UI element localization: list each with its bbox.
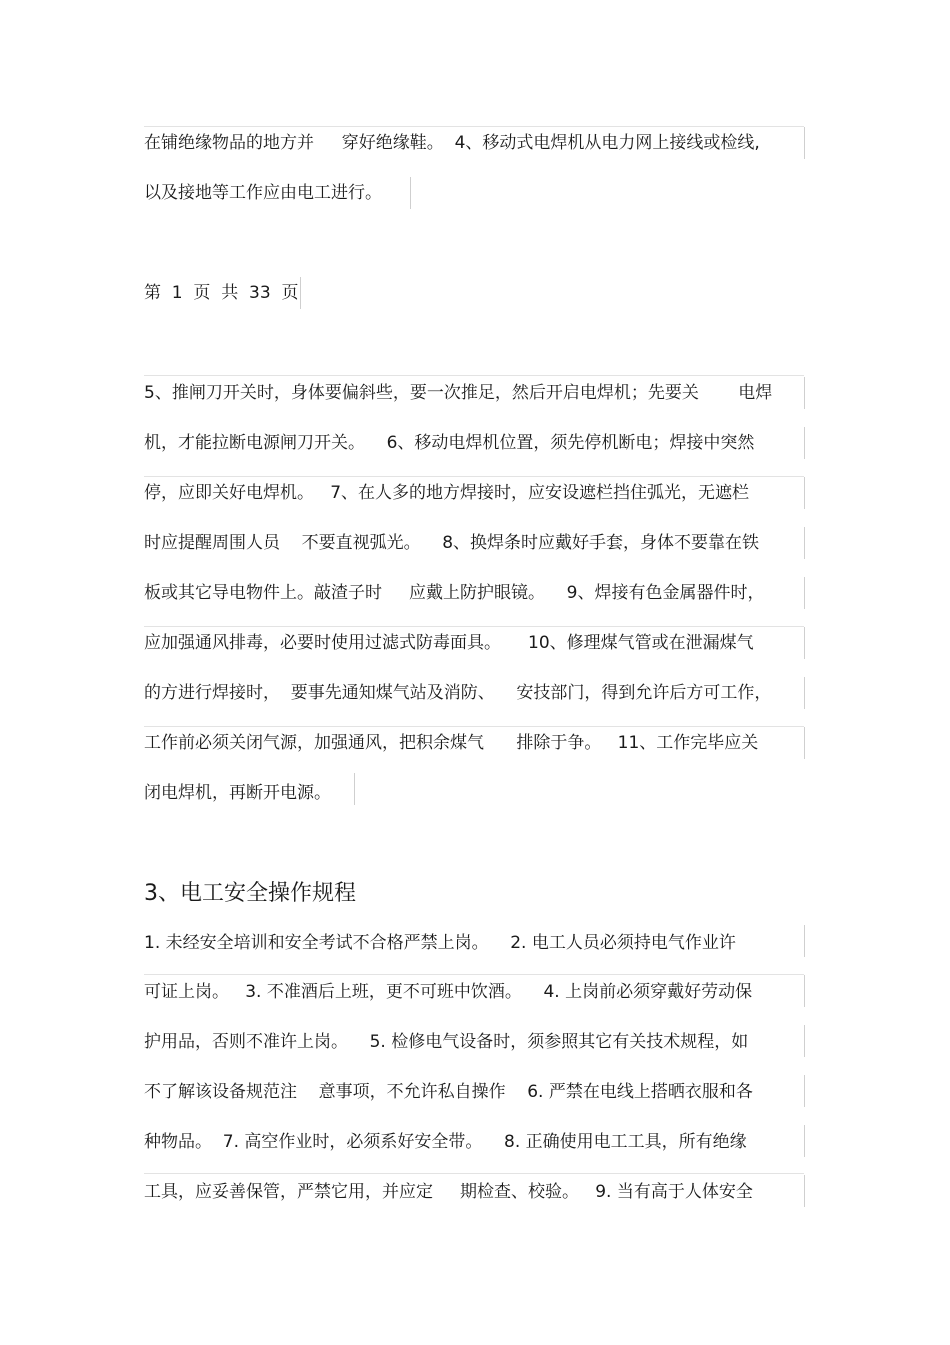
text-line: 在铺绝缘物品的地方并 穿好绝缘鞋。 4、移动式电焊机从电力网上接线或检线, <box>144 133 760 153</box>
text-line: 1. 未经安全培训和安全考试不合格严禁上岗。 2. 电工人员必须持电气作业许 <box>144 933 736 953</box>
line-rule <box>804 477 805 509</box>
text-line: 停，应即关好电焊机。 7、在人多的地方焊接时，应安设遮栏挡住弧光，无遮栏 <box>144 483 750 503</box>
line-rule <box>354 773 355 805</box>
text-line: 可证上岗。 3. 不准酒后上班，更不可班中饮酒。 4. 上岗前必须穿戴好劳动保 <box>144 982 753 1002</box>
line-rule <box>804 975 805 1007</box>
section-heading: 3、电工安全操作规程 <box>144 881 356 906</box>
line-rule <box>804 527 805 559</box>
text-line: 5、推闸刀开关时，身体要偏斜些，要一次推足，然后开启电焊机；先要关 电焊 <box>144 383 773 403</box>
line-rule <box>804 1025 805 1057</box>
line-rule <box>804 1175 805 1207</box>
line-rule <box>144 974 804 975</box>
text-line: 种物品。 7. 高空作业时，必须系好安全带。 8. 正确使用电工工具，所有绝缘 <box>144 1132 747 1152</box>
text-line: 护用品，否则不准许上岗。 5. 检修电气设备时，须参照其它有关技术规程，如 <box>144 1032 749 1052</box>
line-rule <box>804 1125 805 1157</box>
page-number: 第 1 页 共 33 页 <box>144 283 299 303</box>
line-rule <box>804 577 805 609</box>
line-rule <box>144 375 804 376</box>
text-line: 时应提醒周围人员 不要直视弧光。 8、换焊条时应戴好手套，身体不要靠在铁 <box>144 533 760 553</box>
text-line: 工作前必须关闭气源，加强通风，把积余煤气 排除于争。 11、工作完毕应关 <box>144 733 759 753</box>
text-line: 机，才能拉断电源闸刀开关。 6、移动电焊机位置，须先停机断电；焊接中突然 <box>144 433 755 453</box>
line-rule <box>804 377 805 409</box>
text-line: 不了解该设备规范注 意事项，不允许私自操作 6. 严禁在电线上搭晒衣服和各 <box>144 1082 753 1102</box>
text-line: 板或其它导电物件上。敲渣子时 应戴上防护眼镜。 9、焊接有色金属器件时， <box>144 583 765 603</box>
text-line: 的方进行焊接时， 要事先通知煤气站及消防、 安技部门，得到允许后方可工作， <box>144 683 772 703</box>
line-rule <box>804 627 805 659</box>
line-rule <box>804 127 805 159</box>
line-rule <box>804 925 805 957</box>
line-rule <box>410 177 411 209</box>
text-line: 闭电焊机，再断开电源。 <box>144 783 331 803</box>
text-line: 以及接地等工作应由电工进行。 <box>144 183 382 203</box>
text-line: 应加强通风排毒，必要时使用过滤式防毒面具。 10、修理煤气管或在泄漏煤气 <box>144 633 754 653</box>
text-line: 工具，应妥善保管，严禁它用，并应定 期检查、校验。 9. 当有高于人体安全 <box>144 1182 753 1202</box>
line-rule <box>804 427 805 459</box>
line-rule <box>144 1173 804 1174</box>
line-rule <box>300 277 301 309</box>
line-rule <box>804 1075 805 1107</box>
line-rule <box>804 727 805 759</box>
line-rule <box>804 677 805 709</box>
